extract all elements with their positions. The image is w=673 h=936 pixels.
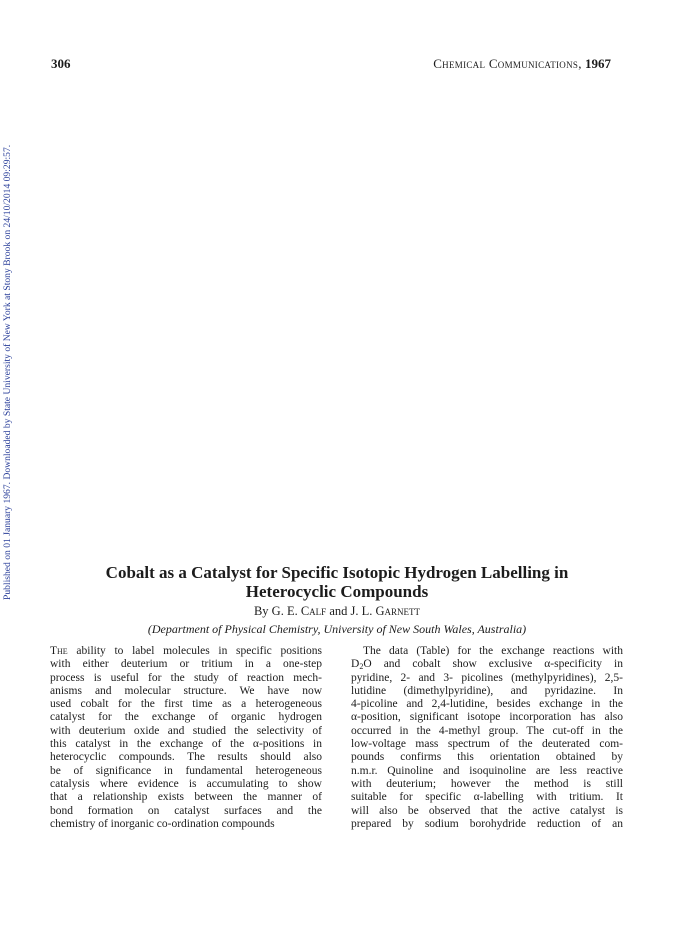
title-line-1: Cobalt as a Catalyst for Specific Isotopic Hydrogen Labelling in xyxy=(105,563,569,582)
text-line: pounds confirms this orientation obtained by xyxy=(351,751,623,764)
author-1-surname: Calf xyxy=(300,604,327,618)
article-title xyxy=(51,563,623,601)
page-number: 306 xyxy=(51,56,71,71)
text-line: n.m.r. Quinoline and isoquinoline are less reactive xyxy=(351,764,623,777)
text-line: this catalyst in the exchange of the α-positions in xyxy=(50,738,322,751)
text-line-content: O and cobalt show exclusive α-specificity in xyxy=(363,658,623,671)
text-line: 4-picoline and 2,4-lutidine, besides exchange in the xyxy=(351,698,623,711)
text-line: with deuterium; however the method is still xyxy=(351,777,623,790)
byline xyxy=(51,604,623,619)
text-line: occurred in the 4-methyl group. The cut-off in the xyxy=(351,724,623,737)
text-line: used cobalt for the first time as a heterogeneous xyxy=(50,698,322,711)
text-line: with deuterium oxide and studied the selectivity of xyxy=(50,724,322,737)
text-line: catalyst for the exchange of organic hydrogen xyxy=(50,711,322,724)
text-line: anisms and molecular structure. We have now xyxy=(50,684,322,697)
text-line: will also be observed that the active catalyst is xyxy=(351,804,623,817)
author-1-initials: G. E. xyxy=(271,604,298,618)
running-header xyxy=(433,56,611,72)
title-line-2: Heterocyclic Compounds xyxy=(245,582,429,601)
text-line-content: ability to label molecules in specific positions xyxy=(76,645,323,657)
text-line: bond formation on catalyst surfaces and the xyxy=(50,804,322,817)
formula-d: D xyxy=(351,658,360,671)
text-line: suitable for specific α-labelling with tritium. It xyxy=(351,791,623,804)
lead-word: The xyxy=(50,645,68,657)
download-notice xyxy=(2,90,14,600)
byline-and: and xyxy=(329,604,348,618)
text-line: The data (Table) for the exchange reactions with xyxy=(363,645,623,657)
text-line: process is useful for the study of reaction mech- xyxy=(50,671,322,684)
byline-by: By xyxy=(253,604,269,618)
text-line: lutidine (dimethylpyridine), and pyridazine. In xyxy=(351,684,623,697)
journal-name: Chemical Communications, xyxy=(433,56,582,71)
affiliation: (Department of Physical Chemistry, University of New South Wales, Australia) xyxy=(147,622,527,636)
text-line: chemistry of inorganic co-ordination compounds xyxy=(50,817,275,830)
formula-subscript: 2 xyxy=(359,662,364,672)
text-line: that a relationship exists between the manner of xyxy=(50,791,322,804)
text-line: heterocyclic compounds. The results should also xyxy=(50,751,322,764)
text-line xyxy=(351,658,623,671)
author-2-surname: Garnett xyxy=(375,604,421,618)
text-line: pyridine, 2- and 3- picolines (methylpyridines), 2,5- xyxy=(351,671,623,684)
journal-year: 1967 xyxy=(585,56,611,71)
text-line: be of significance in fundamental heterogeneous xyxy=(50,764,322,777)
text-line: α-position, significant isotope incorporation has also xyxy=(351,711,623,724)
text-line xyxy=(50,645,322,658)
author-2-initials: J. L. xyxy=(350,604,373,618)
body-column-right xyxy=(351,645,623,831)
text-line: catalysis where evidence is accumulating to show xyxy=(50,777,322,790)
text-line: prepared by sodium borohydride reduction of an xyxy=(351,817,623,830)
text-line: low-voltage mass spectrum of the deuterated com- xyxy=(351,738,623,751)
text-line: with either deuterium or tritium in a one-step xyxy=(50,658,322,671)
download-notice-text: Published on 01 January 1967. Downloaded by State University of New York at Stony Brook on 24/10/2014 09:29:57. xyxy=(2,144,13,600)
body-column-left xyxy=(50,645,322,831)
